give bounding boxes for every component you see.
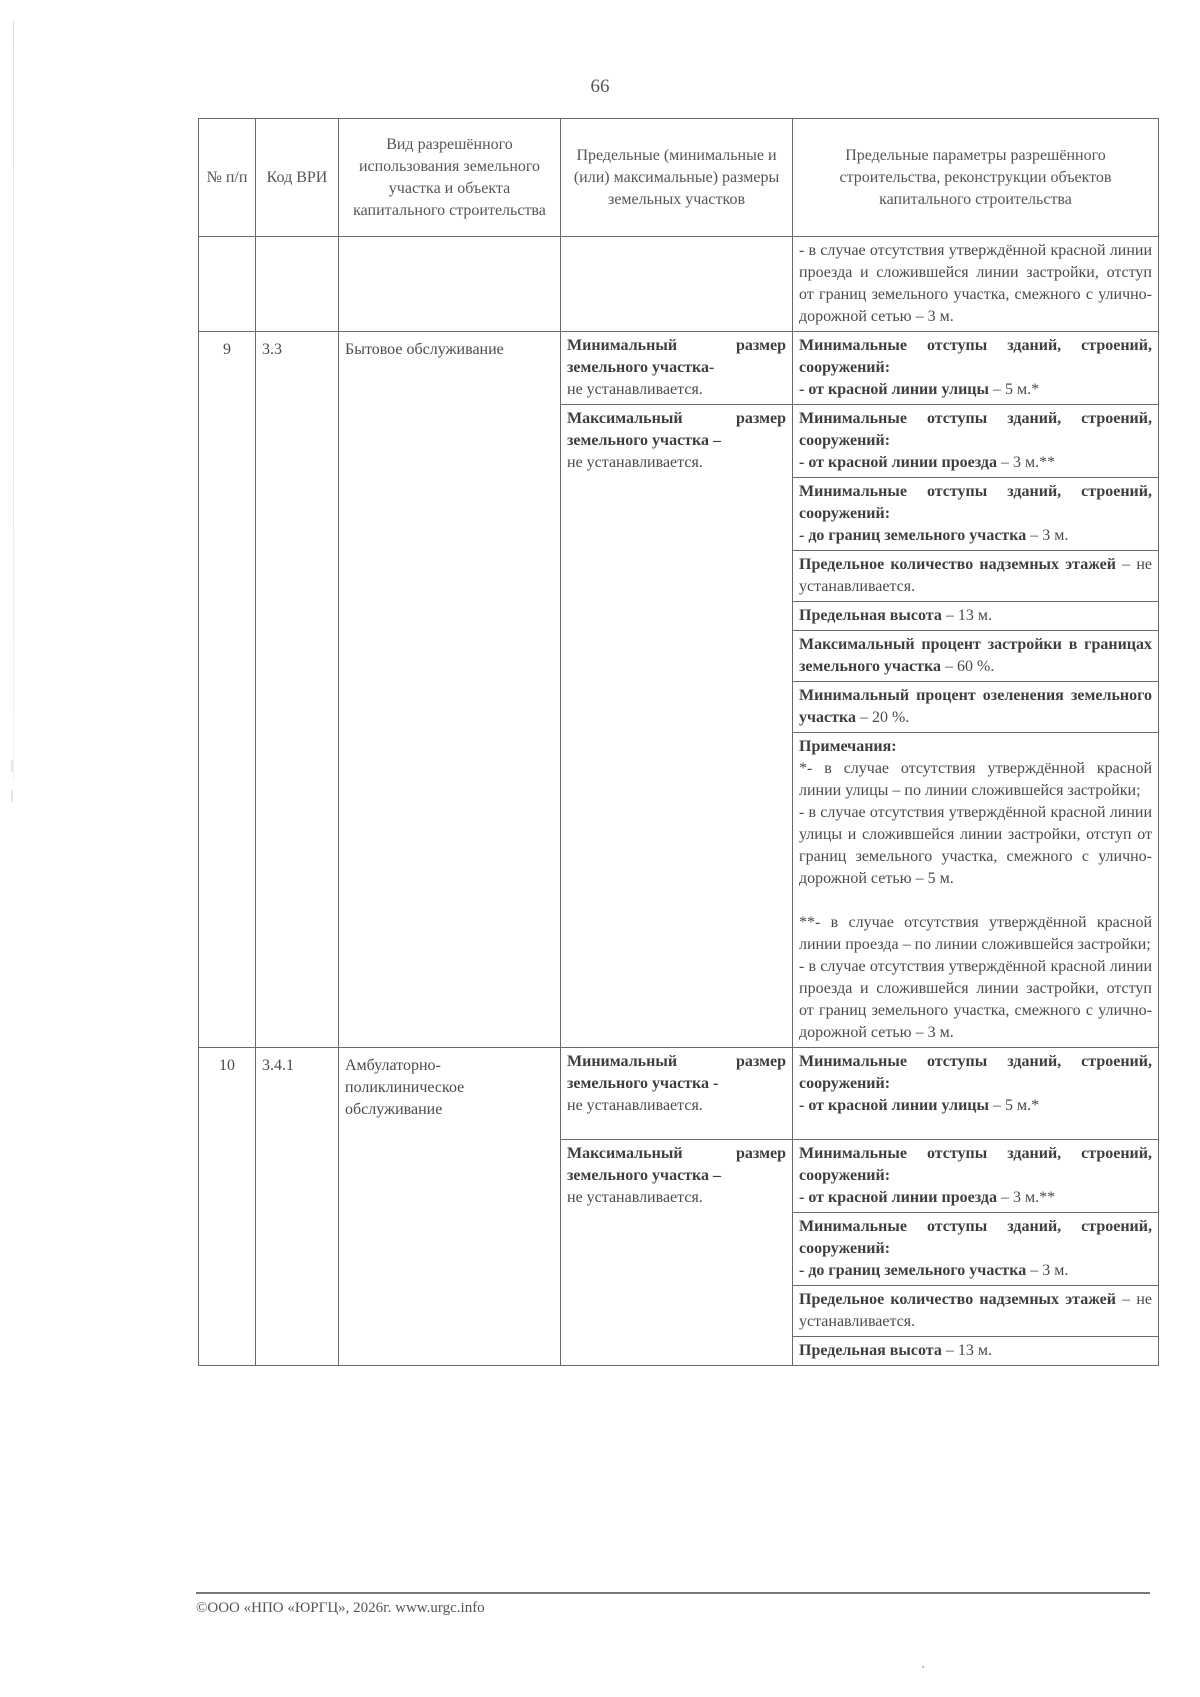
row9-code-cell (256, 332, 339, 1048)
header-code: Код ВРИ (256, 119, 339, 237)
row9-min-size-cell (561, 332, 793, 405)
scan-edge-line (13, 20, 14, 780)
row10-min-size-label: Минимальный размер земельного участка - (567, 1053, 786, 1092)
row9-param-1-value: – 5 м.* (993, 381, 1040, 398)
header-params: Предельные параметры разрешённого строительства, реконструкции объектов капитального строительства (793, 119, 1159, 237)
table-row-carryover (199, 237, 1159, 332)
row9-notes (793, 733, 1159, 1048)
row10-max-size-label: Максимальный размер земельного участка – (567, 1145, 786, 1184)
row9-param-6-value: – 60 %. (945, 658, 995, 675)
regulations-table (198, 118, 1159, 1366)
row9-num-cell (199, 332, 256, 1048)
row10-param-2-label: Минимальные отступы зданий, строений, сооружений: (799, 1145, 1152, 1184)
note-text: *- в случае отсутствия утверждённой красной линии улицы – по линии сложившейся застройки; (799, 760, 1152, 799)
row9-param-3-line: - до границ земельного участка (799, 527, 1027, 544)
row9-param-6-label: Максимальный процент застройки в границах земельного участка (799, 636, 1152, 675)
row9-min-size-label: Минимальный размер земельного участка- (567, 337, 786, 376)
row10-param-5-label: Предельная высота (799, 1342, 942, 1359)
row9-param-1-label: Минимальные отступы зданий, строений, сооружений: (799, 337, 1152, 376)
row10-param-3-label: Минимальные отступы зданий, строений, сооружений: (799, 1218, 1152, 1257)
row9-num: 9 (223, 341, 231, 358)
row10-param-1-line: - от красной линии улицы (799, 1097, 989, 1114)
note-text: - в случае отсутствия утверждённой красной линии улицы и сложившейся линии застройки, отступ от границ земельного участка, смежного с улично-дорожной сетью – 5 м. (799, 804, 1152, 887)
row10-param-1-value: – 5 м.* (993, 1097, 1040, 1114)
carryover-num-cell (199, 237, 256, 332)
carryover-params-cell (793, 237, 1159, 332)
row10-param-2-value: – 3 м.** (1000, 1189, 1056, 1206)
row9-param-4 (793, 551, 1159, 602)
row10-param-1 (793, 1048, 1159, 1140)
row10-min-size-value: не устанавливается. (567, 1097, 703, 1114)
row9-param-2-line: - от красной линии проезда (799, 454, 997, 471)
row9-kind: Бытовое обслуживание (345, 341, 504, 358)
footer-copyright: ©ООО «НПО «ЮРГЦ», 2026г. www.urgc.info (196, 1600, 485, 1616)
row10-param-3 (793, 1213, 1159, 1286)
row10-param-4 (793, 1286, 1159, 1337)
row9-param-2-value: – 3 м.** (1000, 454, 1056, 471)
table-row-9 (199, 332, 1159, 405)
row9-param-7-value: – 20 %. (859, 709, 910, 726)
row9-param-3-label: Минимальные отступы зданий, строений, сооружений: (799, 483, 1152, 522)
page-number: 66 (590, 76, 610, 97)
carryover-text: - в случае отсутствия утверждённой красной линии проезда и сложившейся линии застройки, отступ от границ земельного участка, смежного с улично-дорожной сетью – 3 м. (799, 242, 1152, 325)
row9-param-6 (793, 631, 1159, 682)
row9-param-5-label: Предельная высота (799, 607, 942, 624)
scan-edge-mark (11, 760, 13, 772)
row9-param-5-value: – 13 м. (945, 607, 992, 624)
carryover-kind-cell (339, 237, 561, 332)
scan-edge-mark (11, 790, 13, 802)
notes-title: Примечания: (799, 738, 897, 755)
row9-param-7-label: Минимальный процент озеленения земельного участка (799, 687, 1152, 726)
row10-num: 10 (219, 1057, 235, 1074)
scan-speck (922, 1666, 924, 1668)
row10-num-cell (199, 1048, 256, 1366)
row9-param-3 (793, 478, 1159, 551)
row10-kind-cell (339, 1048, 561, 1366)
row10-param-1-label: Минимальные отступы зданий, строений, сооружений: (799, 1053, 1152, 1092)
row10-param-5-value: – 13 м. (945, 1342, 992, 1359)
row9-param-4-label: Предельное количество надземных этажей (799, 556, 1116, 573)
row10-kind: Амбулаторно-поликлиническое обслуживание (345, 1057, 465, 1118)
row10-param-4-value: – не устанавливается. (799, 1291, 1152, 1330)
carryover-code-cell (256, 237, 339, 332)
row10-param-3-line: - до границ земельного участка (799, 1262, 1027, 1279)
row10-code: 3.4.1 (262, 1057, 294, 1074)
row10-max-size-cell (561, 1140, 793, 1366)
table-row-10 (199, 1048, 1159, 1140)
row9-param-7 (793, 682, 1159, 733)
carryover-sizes-cell (561, 237, 793, 332)
header-sizes: Предельные (минимальные и (или) максимальные) размеры земельных участков (561, 119, 793, 237)
row10-param-4-label: Предельное количество надземных этажей (799, 1291, 1116, 1308)
row10-param-5 (793, 1337, 1159, 1366)
note-text: - в случае отсутствия утверждённой красной линии проезда и сложившейся линии застройки, отступ от границ земельного участка, смежного с улично-дорожной сетью – 3 м. (799, 958, 1152, 1041)
row10-code-cell (256, 1048, 339, 1366)
row9-param-2-label: Минимальные отступы зданий, строений, сооружений: (799, 410, 1152, 449)
row9-max-size-label: Максимальный размер земельного участка – (567, 410, 786, 449)
row9-kind-cell (339, 332, 561, 1048)
row10-min-size-cell (561, 1048, 793, 1140)
row10-param-2 (793, 1140, 1159, 1213)
table-header-row (199, 119, 1159, 237)
row9-min-size-value: не устанавливается. (567, 381, 703, 398)
row9-param-3-value: – 3 м. (1030, 527, 1069, 544)
header-num: № п/п (199, 119, 256, 237)
row9-param-5 (793, 602, 1159, 631)
row10-param-3-value: – 3 м. (1030, 1262, 1069, 1279)
row9-code: 3.3 (262, 341, 282, 358)
row10-param-2-line: - от красной линии проезда (799, 1189, 997, 1206)
row10-max-size-value: не устанавливается. (567, 1189, 703, 1206)
footer-rule (196, 1592, 1150, 1594)
row9-param-1-line: - от красной линии улицы (799, 381, 989, 398)
header-kind: Вид разрешённого использования земельного участка и объекта капитального строительства (339, 119, 561, 237)
row9-max-size-cell (561, 405, 793, 1048)
row9-param-4-value: – не устанавливается. (799, 556, 1152, 595)
row9-max-size-value: не устанавливается. (567, 454, 703, 471)
notes-spacer (799, 890, 1152, 912)
row9-param-2 (793, 405, 1159, 478)
note-text: **- в случае отсутствия утверждённой красной линии проезда – по линии сложившейся застройки; (799, 914, 1152, 953)
row9-param-1 (793, 332, 1159, 405)
